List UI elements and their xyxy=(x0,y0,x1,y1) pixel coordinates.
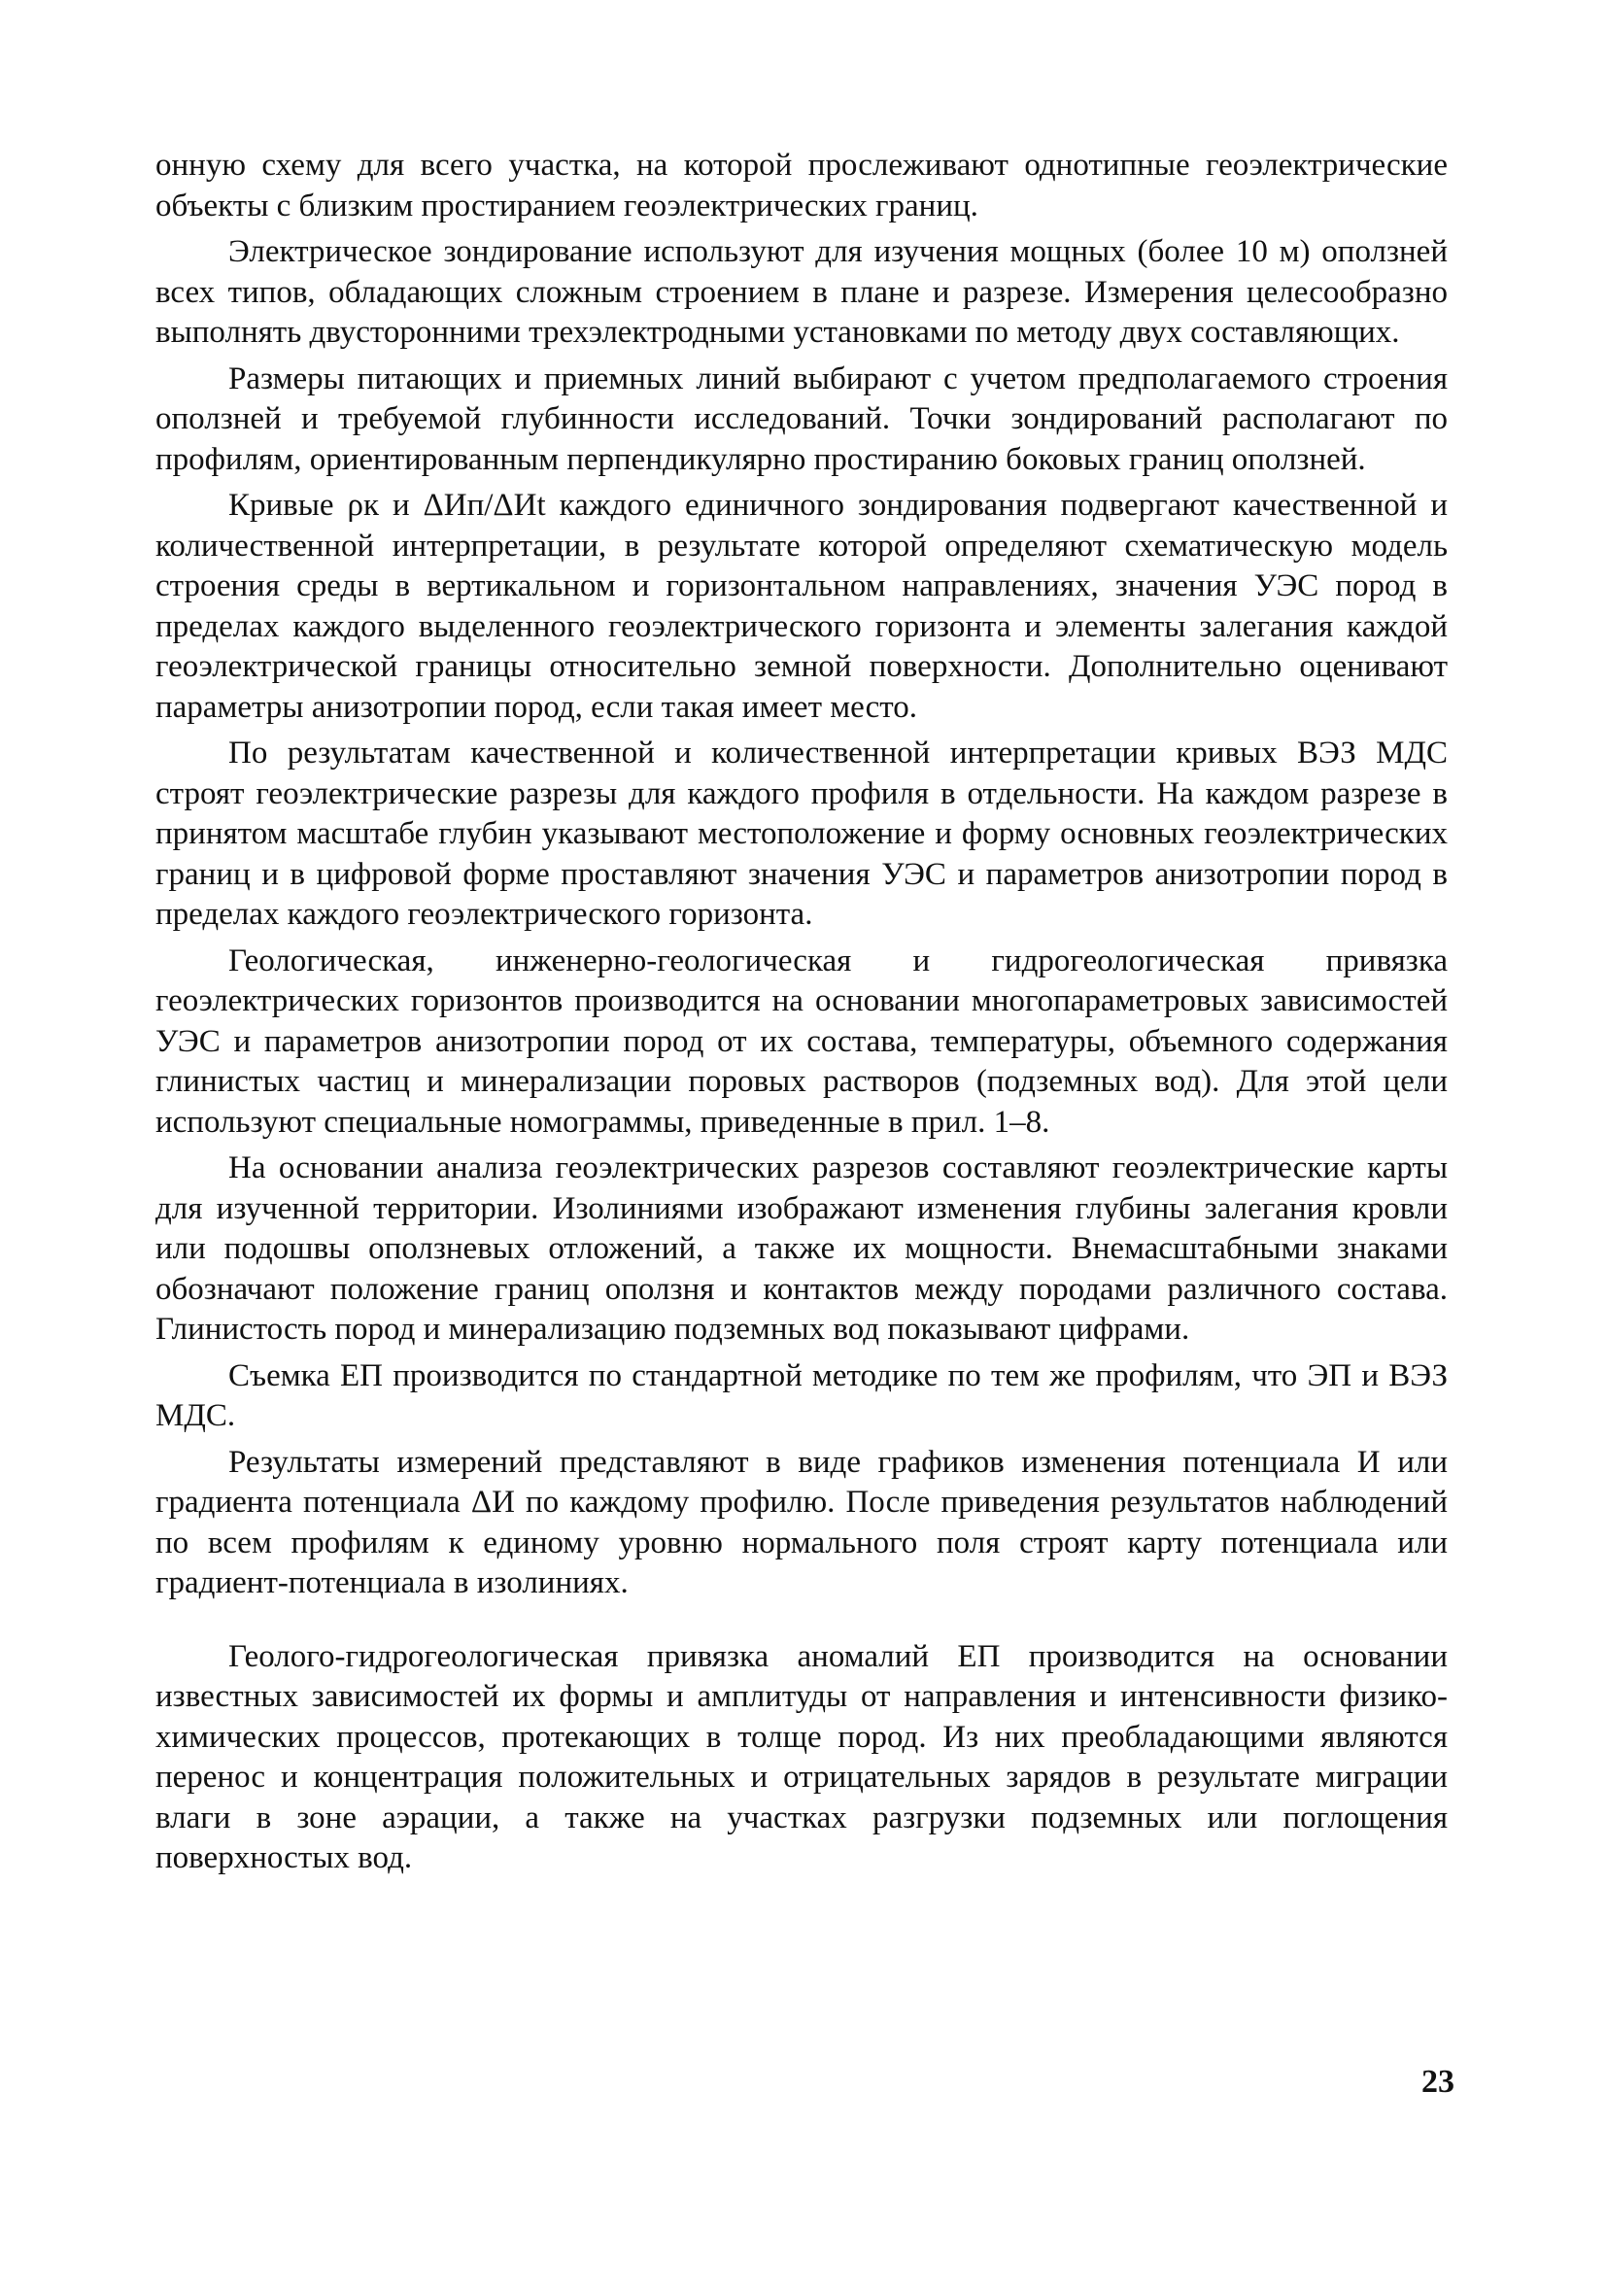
paragraph-2: Электрическое зондирование используют для изучения мощных (более 10 м) оползней всех типов, обладающих сложным строением в плане и разрезе. Измерения целесообразно выполнять двусторонними трехэлектродными установками по методу двух составляющих. xyxy=(155,234,1448,350)
paragraph-9: Результаты измерений представляют в виде графиков изменения потенциала И или градиента потенциала ΔИ по каждому профилю. После приведения результатов наблюдений по всем профилям к единому уровню нормального поля строят карту потенциала или градиент-потенциала в изолиниях. xyxy=(155,1444,1448,1600)
body-text xyxy=(155,146,1448,1885)
page-number: 23 xyxy=(1421,2064,1454,2100)
paragraph-7: На основании анализа геоэлектрических разрезов составляют геоэлектрические карты для изученной территории. Изолиниями изображают изменения глубины залегания кровли или подошвы оползневых отложений, а также их мощности. Внемасштабными знаками обозначают положение границ оползня и контактов между породами различного состава. Глинистость пород и минерализацию подземных вод показывают цифрами. xyxy=(155,1150,1448,1347)
paragraph-3: Размеры питающих и приемных линий выбирают с учетом предполагаемого строения оползней и требуемой глубинности исследований. Точки зондирований располагают по профилям, ориентированным перпендикулярно простиранию боковых границ оползней. xyxy=(155,360,1448,477)
paragraph-5: По результатам качественной и количественной интерпретации кривых ВЭЗ МДС строят геоэлектрические разрезы для каждого профиля в отдельности. На каждом разрезе в принятом масштабе глубин указывают местоположение и форму основных геоэлектрических границ и в цифровой форме проставляют значения УЭС и параметров анизотропии пород в пределах каждого геоэлектрического горизонта. xyxy=(155,736,1448,932)
paragraph-4: Кривые ρк и ΔИп/ΔИt каждого единичного зондирования подвергают качественной и количественной интерпретации, в результате которой определяют схематическую модель строения среды в вертикальном и горизонтальном направлениях, значения УЭС пород в пределах каждого выделенного геоэлектрического горизонта и элементы залегания каждой геоэлектрической границы относительно земной поверхности. Дополнительно оценивают параметры анизотропии пород, если такая имеет место. xyxy=(155,488,1448,725)
paragraph-8: Съемка ЕП производится по стандартной методике по тем же профилям, что ЭП и ВЭЗ МДС. xyxy=(155,1357,1448,1433)
paragraph-1: онную схему для всего участка, на которой прослеживают однотипные геоэлектрические объекты с близким простиранием геоэлектрических границ. xyxy=(155,148,1448,223)
paragraph-6: Геологическая, инженерно-геологическая и гидрогеологическая привязка геоэлектрических горизонтов производится на основании многопараметровых зависимостей УЭС и параметров анизотропии пород от их состава, температуры, объемного содержания глинистых частиц и минерализации поровых растворов (подземных вод). Для этой цели используют специальные номограммы, приведенные в прил. 1–8. xyxy=(155,942,1448,1140)
paragraph-10: Геолого-гидрогеологическая привязка аномалий ЕП производится на основании известных зависимостей их формы и амплитуды от направления и интенсивности физико-химических процессов, протекающих в толще пород. Из них преобладающими являются перенос и концентрация положительных и отрицательных зарядов в результате миграции влаги в зоне аэрации, а также на участках разгрузки подземных или поглощения поверхностых вод. xyxy=(155,1638,1448,1875)
